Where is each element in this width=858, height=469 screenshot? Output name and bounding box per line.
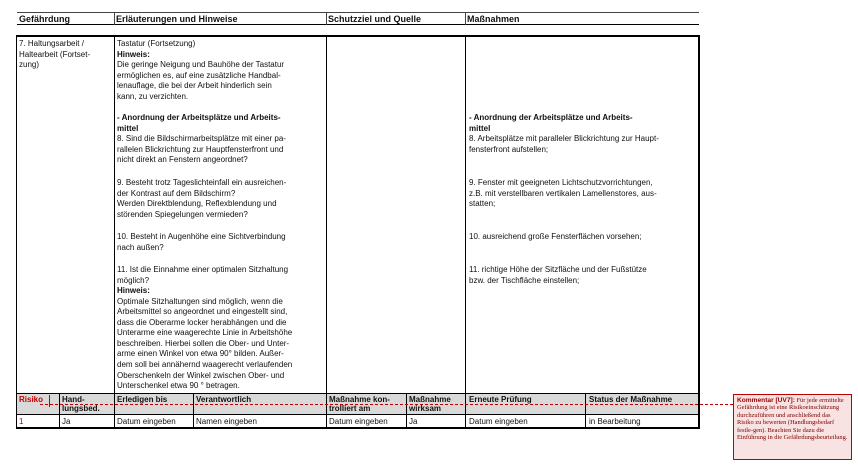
footer-header-checked: Maßnahme kon- trolliert am (329, 395, 390, 414)
footer-divider (59, 394, 60, 428)
footer-cell-recheck[interactable]: Datum eingeben (469, 417, 528, 426)
footer-divider (326, 394, 327, 428)
table-right-border (698, 35, 700, 428)
footer-divider (406, 394, 407, 428)
footer-cell-checked[interactable]: Datum eingeben (329, 417, 388, 426)
header-schutzziel: Schutzziel und Quelle (326, 12, 465, 25)
footer-header-responsible: Verantwortlich (196, 395, 252, 404)
measure-11: 11. richtige Höhe der Sitzfläche und der Fußstütze bzw. der Tischfläche einstellen; (469, 265, 647, 285)
column-divider (114, 35, 115, 395)
footer-header-recheck: Erneute Prüfung (469, 395, 532, 404)
footer-divider (585, 394, 586, 428)
hazard-text: 7. Haltungsarbeit / Haltearbeit (Fortset- zung) (19, 39, 91, 70)
header-divider (465, 12, 466, 25)
question-11: 11. Ist die Einnahme einer optimalen Sitzhaltung möglich? (117, 265, 289, 285)
measure-8: 8. Arbeitsplätze mit paralleler Blickrichtung zur Haupt- fensterfront aufstellen; (469, 134, 659, 154)
footer-header-risk: Risiko (19, 395, 44, 404)
comment-anchor-marker (49, 395, 50, 407)
table-bottom-border (16, 427, 700, 429)
footer-cell-status[interactable]: in Bearbeitung (589, 417, 641, 426)
comment-text: Für jede ermittelte Gefährdung ist eine Risikoeinschätzung durchzuführen und anschließend das Risiko zu bewerten (Handlungsbedarf festle-gen). Beachten Sie dazu die Einführung in die Gefährdungsbeurteilung. (737, 397, 848, 442)
comment-balloon[interactable] (733, 394, 852, 460)
footer-cell-need[interactable]: Ja (62, 417, 71, 426)
hinweis-label: Hinweis: (117, 286, 150, 295)
hinweis-text: Optimale Sitzhaltungen sind möglich, wenn die Arbeitsmittel so angeordnet und eingestellt sind, dass die Oberarme locker herabhängen und die Unterarme eine waagerechte Linie in Arbeitshöhe beschreiben. Hierbei sollen die Ober- und Unter- arme einen Winkel von etwa 90° bilden. Außer- dem soll bei annähernd waagerecht verlaufenden Oberschenkeln der Winkel zwischen Ober- und Unterschenkel etwa 90 ° betragen. (117, 296, 293, 391)
column-divider (465, 35, 466, 395)
footer-cell-done-by[interactable]: Datum eingeben (117, 417, 176, 426)
footer-divider (114, 394, 115, 428)
footer-header-need: Hand- lungsbed. (62, 395, 100, 414)
footer-divider (465, 394, 466, 428)
measure-10: 10. ausreichend große Fensterflächen vorsehen; (469, 232, 642, 241)
footer-cell-responsible[interactable]: Namen eingeben (196, 417, 257, 426)
measure-9: 9. Fenster mit geeigneten Lichtschutzvorrichtungen, z.B. mit verstellbaren vertikalen Lamellenstores, aus- statten; (469, 178, 657, 209)
explanation-intro: Tastatur (Fortsetzung) (117, 39, 196, 48)
hinweis-label: Hinweis: (117, 49, 150, 59)
header-gefaehrdung: Gefährdung (17, 12, 114, 25)
hinweis-text: Die geringe Neigung und Bauhöhe der Tastatur ermöglichen es, auf eine zusätzliche Handbal- lenauflage, die bei der Arbeit hinderlich sein kann, zu verzichten. (117, 60, 285, 101)
header-divider (326, 12, 327, 25)
column-divider (326, 35, 327, 395)
footer-cell-risk[interactable]: 1 (19, 417, 24, 426)
comment-connector-line (40, 404, 733, 405)
footer-divider (193, 394, 194, 428)
footer-middle-border (16, 414, 700, 415)
table-top-border (16, 35, 700, 37)
header-divider (114, 12, 115, 25)
section-heading: - Anordnung der Arbeitsplätze und Arbeits- mittel (117, 113, 281, 133)
comment-title: Kommentar [UV7]: (737, 397, 795, 404)
question-9: 9. Besteht trotz Tageslichteinfall ein ausreichen- der Kontrast auf dem Bildschirm? Werden Direktblendung, Reflexblendung und störenden Spiegelungen vermieden? (117, 178, 287, 219)
question-8: 8. Sind die Bildschirmarbeitsplätze mit einer pa- rallelen Blickrichtung zur Hauptfensterfront und nicht direkt an Fenstern angeordnet? (117, 134, 286, 165)
measures-section-heading: - Anordnung der Arbeitsplätze und Arbeits- mittel (469, 113, 633, 133)
footer-header-effective: Maßnahme wirksam (409, 395, 451, 414)
footer-header-status: Status der Maßnahme (589, 395, 673, 404)
footer-header-done-by: Erledigen bis (117, 395, 168, 404)
header-erlaeuterungen: Erläuterungen und Hinweise (114, 12, 326, 25)
footer-cell-effective[interactable]: Ja (409, 417, 418, 426)
header-massnahmen: Maßnahmen (465, 12, 699, 25)
question-10: 10. Besteht in Augenhöhe eine Sichtverbindung nach außen? (117, 232, 286, 252)
table-left-border (16, 35, 17, 428)
